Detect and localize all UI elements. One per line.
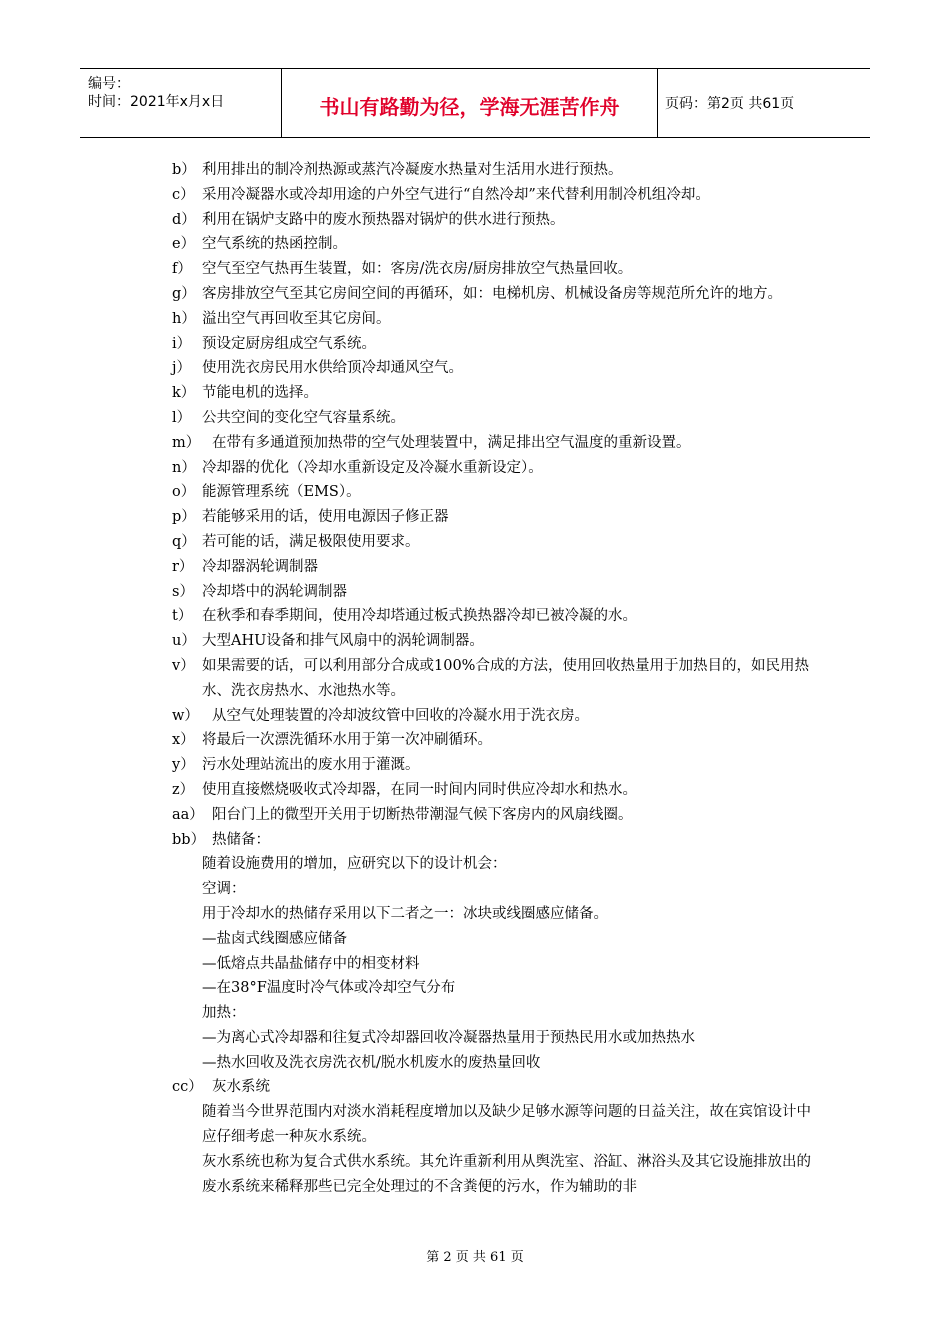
list-item <box>172 505 812 530</box>
item-text: 采用冷凝器水或冷却用途的户外空气进行“自然冷却”来代替利用制冷机组冷却。 <box>202 186 710 203</box>
thermal-storage-section <box>172 852 812 1075</box>
item-text: 利用在锅炉支路中的废水预热器对锅炉的供水进行预热。 <box>202 211 565 228</box>
item-label: j） <box>172 360 191 377</box>
item-text: 利用排出的制冷剂热源或蒸汽冷凝废水热量对生活用水进行预热。 <box>202 162 623 178</box>
item-label: m） <box>172 434 201 451</box>
item-label: k） <box>172 385 196 402</box>
list-item <box>172 728 812 753</box>
paragraph-line: —为离心式冷却器和往复式冷却器回收冷凝器热量用于预热民用水或加热热水 <box>202 1029 695 1046</box>
item-text: 污水处理站流出的废水用于灌溉。 <box>202 757 420 774</box>
code-label: 编号： <box>88 76 130 92</box>
header-motto-cell <box>282 69 658 137</box>
item-text: 如果需要的话，可以利用部分合成或100%合成的方法，使用回收热量用于加热目的，如民用热水、洗衣房热水、水池热水等。 <box>202 657 809 699</box>
item-text: 在带有多通道预加热带的空气处理装置中，满足排出空气温度的重新设置。 <box>212 434 691 451</box>
item-text: 能源管理系统（EMS）。 <box>202 484 361 501</box>
list-item <box>172 208 812 233</box>
item-label: c） <box>172 186 195 203</box>
item-text: 大型AHU设备和排气风扇中的涡轮调制器。 <box>202 633 484 650</box>
item-text: 溢出空气再回收至其它房间。 <box>202 310 391 327</box>
paragraph-line: —低熔点共晶盐储存中的相变材料 <box>202 955 420 972</box>
item-text: 冷却塔中的涡轮调制器 <box>202 583 347 600</box>
list-item <box>172 580 812 605</box>
item-label: u） <box>172 633 196 650</box>
item-list <box>172 158 812 852</box>
item-text: 节能电机的选择。 <box>202 385 318 402</box>
item-label: b） <box>172 162 196 178</box>
item-label: o） <box>172 484 196 501</box>
page-header <box>80 68 870 138</box>
item-text: 空气至空气热再生装置，如：客房/洗衣房/厨房排放空气热量回收。 <box>202 261 633 278</box>
item-text: 冷却器涡轮调制器 <box>202 558 318 575</box>
item-text: 若可能的话，满足极限使用要求。 <box>202 533 420 550</box>
item-label: n） <box>172 459 196 476</box>
header-meta <box>80 69 282 137</box>
paragraph-line: —盐卤式线圈感应储备 <box>202 930 347 947</box>
item-label: z） <box>172 781 195 798</box>
list-item <box>172 555 812 580</box>
item-label: y） <box>172 757 195 774</box>
item-label: i） <box>172 335 192 352</box>
item-text: 冷却器的优化（冷却水重新设定及冷凝水重新设定）。 <box>202 459 543 476</box>
item-text: 公共空间的变化空气容量系统。 <box>202 409 405 426</box>
list-item <box>172 183 812 208</box>
paragraph-line: —在38°F温度时冷气体或冷却空气分布 <box>202 980 456 997</box>
item-label: l） <box>172 409 192 426</box>
date-label: 时间：2021年x月x日 <box>88 94 225 110</box>
list-item <box>172 257 812 282</box>
paragraph-line: 用于冷却水的热储存采用以下二者之一：冰块或线圈感应储备。 <box>202 905 608 922</box>
item-label: g） <box>172 285 196 302</box>
list-item <box>172 456 812 481</box>
item-text: 将最后一次漂洗循环水用于第一次冲刷循环。 <box>202 732 492 749</box>
list-item <box>172 803 812 828</box>
list-item <box>172 332 812 357</box>
item-text: 在秋季和春季期间，使用冷却塔通过板式换热器冷却已被冷凝的水。 <box>202 608 637 625</box>
list-item <box>172 753 812 778</box>
page-footer: 第 2 页 共 61 页 <box>426 1250 524 1265</box>
item-text: 预设定厨房组成空气系统。 <box>202 335 376 352</box>
item-label: aa） <box>172 806 204 823</box>
list-item-cc <box>172 1075 812 1100</box>
paragraph-line: 随着设施费用的增加，应研究以下的设计机会： <box>202 856 507 873</box>
document-body <box>172 158 812 1199</box>
item-label: p） <box>172 509 196 526</box>
item-label: s） <box>172 583 194 600</box>
list-item <box>172 629 812 654</box>
list-item <box>172 530 812 555</box>
greywater-section <box>172 1100 812 1199</box>
item-text: 使用直接燃烧吸收式冷却器，在同一时间内同时供应冷却水和热水。 <box>202 781 637 798</box>
header-motto: 书山有路勤为径，学海无涯苦作舟 <box>319 94 620 119</box>
list-item <box>172 604 812 629</box>
item-text: 若能够采用的话，使用电源因子修正器 <box>202 509 449 526</box>
item-text: 灰水系统 <box>212 1079 270 1096</box>
item-label: x） <box>172 732 195 749</box>
item-label: cc） <box>172 1079 203 1096</box>
paragraph-line: 空调： <box>202 881 246 898</box>
item-label: w） <box>172 707 199 724</box>
list-item <box>172 356 812 381</box>
item-label: h） <box>172 310 196 327</box>
item-text: 从空气处理装置的冷却波纹管中回收的冷凝水用于洗衣房。 <box>212 707 589 724</box>
item-label: e） <box>172 236 196 253</box>
item-label: f） <box>172 261 192 278</box>
list-item <box>172 232 812 257</box>
list-item <box>172 406 812 431</box>
header-page-info: 页码：第2页 共61页 <box>665 96 795 112</box>
paragraph-line: 灰水系统也称为复合式供水系统。其允许重新利用从舆洗室、浴缸、淋浴头及其它设施排放出的废水系统来稀释那些已完全处理过的不含粪便的污水，作为辅助的非 <box>202 1153 811 1195</box>
item-label: d） <box>172 211 196 228</box>
item-label: q） <box>172 533 196 550</box>
paragraph-line: 随着当今世界范围内对淡水消耗程度增加以及缺少足够水源等问题的日益关注，故在宾馆设计中应仔细考虑一种灰水系统。 <box>202 1104 811 1146</box>
item-text: 空气系统的热函控制。 <box>202 236 347 253</box>
item-label: v） <box>172 657 195 674</box>
paragraph-line: —热水回收及洗衣房洗衣机/脱水机废水的废热量回收 <box>202 1054 541 1071</box>
item-label: t） <box>172 608 193 625</box>
paragraph-line: 加热： <box>202 1005 246 1022</box>
item-text: 阳台门上的微型开关用于切断热带潮湿气候下客房内的风扇线圈。 <box>212 806 633 823</box>
item-label: r） <box>172 558 194 575</box>
list-item <box>172 282 812 307</box>
list-item <box>172 381 812 406</box>
item-text: 热储备： <box>212 831 270 848</box>
item-text: 使用洗衣房民用水供给顶冷却通风空气。 <box>202 360 463 377</box>
list-item <box>172 158 812 183</box>
list-item <box>172 480 812 505</box>
list-item <box>172 828 812 853</box>
list-item <box>172 704 812 729</box>
list-item <box>172 778 812 803</box>
list-item <box>172 654 812 704</box>
list-item <box>172 307 812 332</box>
item-text: 客房排放空气至其它房间空间的再循环，如：电梯机房、机械设备房等规范所允许的地方。 <box>202 285 782 302</box>
list-item <box>172 431 812 456</box>
item-label: bb） <box>172 831 206 848</box>
